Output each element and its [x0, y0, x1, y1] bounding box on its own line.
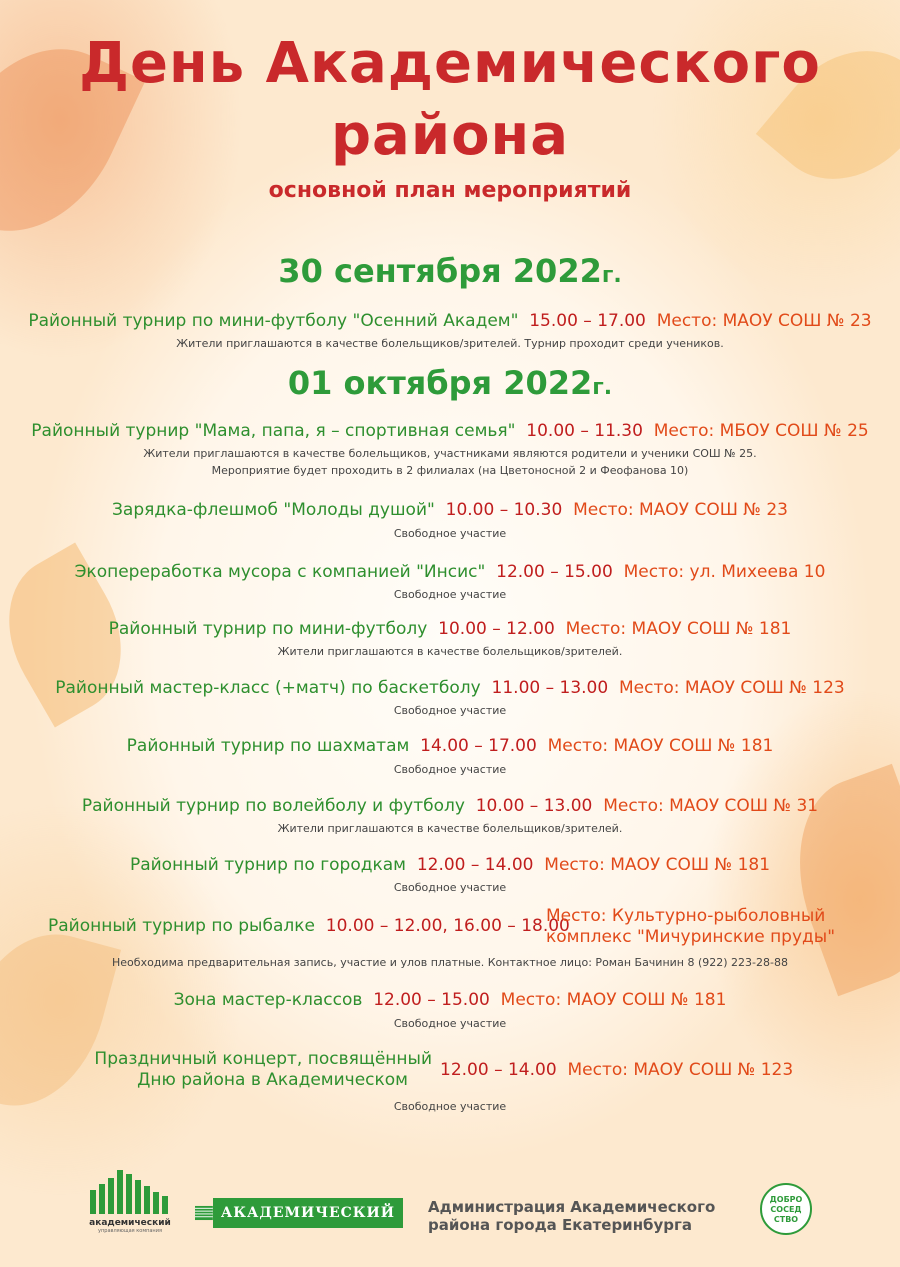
event-time: 10.00 – 11.30 — [526, 421, 643, 441]
logo-stripes-icon — [195, 1198, 213, 1228]
event-time: 12.00 – 14.00 — [440, 1060, 557, 1080]
event-row — [0, 421, 900, 441]
event-time: 10.00 – 12.00 — [438, 619, 555, 639]
event-time: 10.00 – 10.30 — [445, 500, 563, 520]
event-note: Свободное участие — [393, 588, 507, 601]
event-name: Районный турнир "Мама, папа, я – спортивная семья" — [31, 421, 516, 441]
event-note: Свободное участие — [393, 881, 507, 894]
event-time: 12.00 – 14.00 — [416, 855, 534, 875]
event-row — [48, 916, 570, 937]
event-place: Место: Культурно-рыболовный комплекс "Мичуринские пруды" — [546, 906, 836, 947]
event-row — [0, 855, 900, 875]
event-place: Место: МАОУ СОШ № 31 — [603, 796, 819, 816]
event-name: Районный турнир по городкам — [129, 855, 407, 875]
event-note: Необходима предварительная запись, участие и улов платные. Контактное лицо: Роман Бачинин 8 (922) 223-28-88 — [112, 956, 788, 969]
event-row — [0, 736, 900, 756]
logo2-text: АКАДЕМИЧЕСКИЙ — [213, 1198, 403, 1228]
event-place: Место: МАОУ СОШ № 23 — [656, 311, 872, 331]
event-note: Свободное участие — [393, 1100, 507, 1113]
event-place: Место: МБОУ СОШ № 25 — [653, 421, 869, 441]
event-row — [0, 796, 900, 816]
event-note: Мероприятие будет проходить в 2 филиалах (на Цветоносной 2 и Феофанова 10) — [211, 464, 689, 477]
event-name: Зона мастер-классов — [173, 990, 363, 1010]
event-name: Районный мастер-класс (+матч) по баскетболу — [55, 678, 481, 698]
event-name: Районный турнир по шахматам — [126, 736, 410, 756]
event-row — [440, 1060, 793, 1081]
page-subtitle: основной план мероприятий — [268, 178, 632, 203]
page-title-line2: района — [330, 103, 570, 168]
event-name: Праздничный концерт, посвящённый Дню района в Академическом — [94, 1049, 432, 1090]
event-note: Жители приглашаются в качестве болельщиков, участниками являются родители и ученики СОШ № 25. — [143, 447, 757, 460]
date-heading-1: 30 сентября 2022г. — [278, 252, 622, 290]
event-row — [0, 500, 900, 520]
dobrososedstvo-badge: ДОБРО СОСЕД СТВО — [760, 1183, 812, 1235]
logo-bars-icon — [88, 1168, 170, 1214]
event-row — [0, 619, 900, 639]
event-place: Место: МАОУ СОШ № 123 — [619, 678, 845, 698]
event-note: Жители приглашаются в качестве болельщиков/зрителей. Турнир проходит среди учеников. — [176, 337, 724, 350]
event-place: Место: МАОУ СОШ № 181 — [547, 736, 774, 756]
event-name: Районный турнир по рыбалке — [48, 916, 315, 936]
event-note: Свободное участие — [393, 527, 507, 540]
event-row — [0, 562, 900, 582]
event-time: 10.00 – 13.00 — [475, 796, 593, 816]
event-row — [0, 990, 900, 1010]
event-name: Районный турнир по волейболу и футболу — [81, 796, 465, 816]
event-name: Районный турнир по мини-футболу — [108, 619, 428, 639]
event-time: 12.00 – 15.00 — [373, 990, 490, 1010]
event-time: 10.00 – 12.00, 16.00 – 18.00 — [325, 916, 570, 936]
event-time: 15.00 – 17.00 — [529, 311, 646, 331]
event-name: Зарядка-флешмоб "Молоды душой" — [112, 500, 435, 520]
event-place: Место: МАОУ СОШ № 181 — [544, 855, 771, 875]
logo-akademicheskiy-uk — [88, 1168, 172, 1234]
event-note: Свободное участие — [393, 763, 507, 776]
admin-caption: Администрация Академического района города Екатеринбурга — [428, 1198, 716, 1234]
event-place: Место: МАОУ СОШ № 123 — [567, 1060, 794, 1080]
event-name: Экопереработка мусора с компанией "Инсис" — [74, 562, 486, 582]
event-row — [0, 311, 900, 331]
event-name: Районный турнир по мини-футболу "Осенний Академ" — [28, 311, 519, 331]
event-place: Место: ул. Михеева 10 — [623, 562, 826, 582]
date-heading-2: 01 октября 2022г. — [287, 364, 613, 402]
event-note: Жители приглашаются в качестве болельщиков/зрителей. — [277, 645, 623, 658]
event-note: Свободное участие — [393, 704, 507, 717]
event-place: Место: МАОУ СОШ № 23 — [573, 500, 788, 520]
logo-text: академический — [89, 1218, 171, 1228]
event-row — [0, 678, 900, 698]
event-note: Свободное участие — [393, 1017, 507, 1030]
event-time: 11.00 – 13.00 — [491, 678, 609, 698]
event-place: Место: МАОУ СОШ № 181 — [500, 990, 727, 1010]
event-time: 14.00 – 17.00 — [420, 736, 537, 756]
event-place: Место: МАОУ СОШ № 181 — [565, 619, 792, 639]
event-time: 12.00 – 15.00 — [496, 562, 613, 582]
logo-subtext: управляющая компания — [98, 1228, 162, 1234]
logo-akademicheskiy — [195, 1198, 403, 1228]
page-title-line1: День Академического — [79, 31, 821, 96]
event-note: Жители приглашаются в качестве болельщиков/зрителей. — [277, 822, 623, 835]
